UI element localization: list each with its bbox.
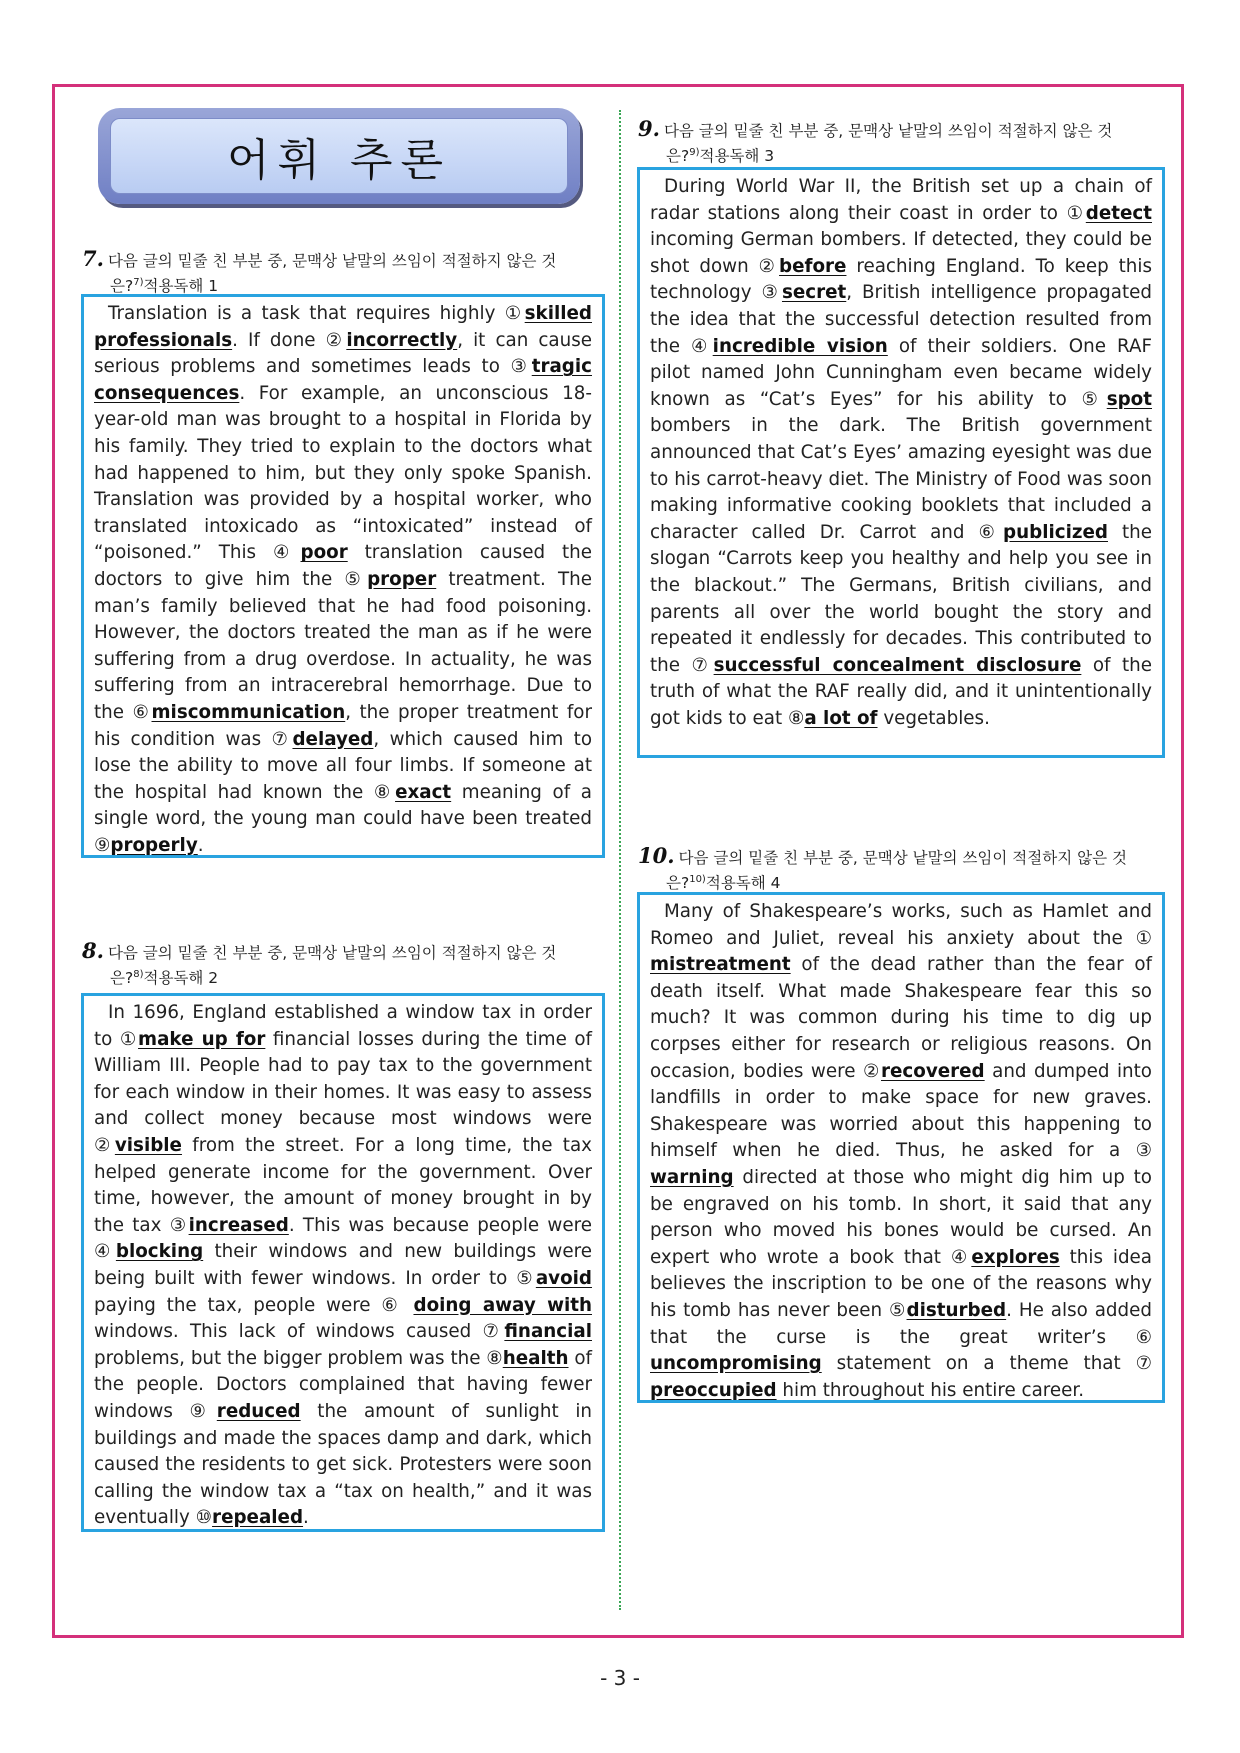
underlined-word: secret [781,282,847,304]
underlined-word: properly [110,834,198,856]
passage-text: Translation is a task that requires highly ①skilled professionals. If done ②incorrectly, it can cause serious problems and sometimes leads to ③tragic consequences. For example, an unconscious 18-year-old man was brought to a hospital in Florida by his family. They tried to explain to the doctors what had happened to him, but they only spoke Spanish. Translation was provided by a hospital worker, who translated intoxicado as “intoxicated” instead of “poisoned.” This ④poor translation caused the doctors to give him the ⑤proper treatment. The man’s family believed that he had food poisoning. However, the doctors treated the man as if he were suffering from a drug overdose. In actuality, he was suffering from an intracerebral hemorrhage. Due to the ⑥miscommunication, the proper treatment for his condition was ⑦delayed, which caused him to lose the ability to move all four limbs. If someone at the hospital had known the ⑧exact meaning of a single word, the young man could have been treated ⑨properly. [94,303,593,856]
question-8-prompt: 8. 다음 글의 밑줄 친 부분 중, 문맥상 낱말의 쓰임이 적절하지 않은 것 은?$^{8)}$적용독해 2 [82,938,557,988]
underlined-word: uncompromising [650,1353,822,1375]
question-text: 다음 글의 밑줄 친 부분 중, 문맥상 낱말의 쓰임이 적절하지 않은 것 [107,252,557,270]
footnote-ref: 7) [133,277,144,288]
question-number: 9. [638,116,660,141]
footnote-ref: 9) [689,147,700,158]
underlined-word: successful concealment disclosure [713,654,1082,676]
underlined-word: mistreatment [650,954,791,976]
underlined-word: explores [971,1246,1060,1268]
question-text: 다음 글의 밑줄 친 부분 중, 문맥상 낱말의 쓰임이 적절하지 않은 것 [663,122,1113,140]
passage-text: In 1696, England established a window tax in order to ①make up for financial losses during the time of William III. People had to pay tax to the government for each window in their homes. It was easy to assess and collect money because most windows were ②visible from the street. For a long time, the tax helped generate income for the government. Over time, however, the amount of money brought in by the tax ③increased. This was because people were ④blocking their windows and new buildings were being built with fewer windows. In order to ⑤avoid paying the tax, people were ⑥ doing away with windows. This lack of windows caused ⑦financial problems, but the bigger problem was the ⑧health of the people. Doctors complained that having fewer windows ⑨reduced the amount of sunlight in buildings and made the spaces damp and dark, which caused the residents to get sick. Protesters were soon calling the window tax a “tax on health,” and it was eventually ⑩repealed. [94,1002,592,1529]
question-source: 적용독해 4 [705,874,781,893]
underlined-word: make up for [138,1028,266,1050]
underlined-word: miscommunication [151,701,346,723]
section-title-banner [98,108,580,204]
section-title: 어휘 추론 [110,118,568,194]
underlined-word: avoid [535,1267,592,1289]
question-10-prompt: 10. 다음 글의 밑줄 친 부분 중, 문맥상 낱말의 쓰임이 적절하지 않은 것 은?$^{10)}$적용독해 4 [638,843,1127,893]
underlined-word: preoccupied [650,1379,777,1401]
question-source: 적용독해 1 [143,277,219,296]
footnote-ref: 8) [133,969,144,980]
question-10-passage [637,892,1165,1403]
underlined-word: financial [504,1321,592,1343]
underlined-word: repealed [212,1507,304,1529]
page-number: - 3 - [600,1666,640,1690]
underlined-word: poor [300,542,348,564]
question-number: 7. [82,246,104,271]
question-9-prompt: 9. 다음 글의 밑줄 친 부분 중, 문맥상 낱말의 쓰임이 적절하지 않은 것 은?$^{9)}$적용독해 3 [638,116,1113,166]
footnote-ref: 10) [689,874,706,885]
question-8-passage [81,993,605,1532]
question-7-passage [81,294,605,858]
underlined-word: warning [650,1166,734,1188]
underlined-word: spot [1106,388,1152,410]
underlined-word: proper [367,568,437,590]
question-number: 10. [638,843,675,868]
underlined-word: a lot of [804,707,878,729]
underlined-word: incorrectly [346,329,458,351]
underlined-word: before [779,255,847,277]
question-source: 적용독해 2 [143,969,219,988]
underlined-word: disturbed [906,1299,1007,1321]
question-number: 8. [82,938,104,963]
question-text: 다음 글의 밑줄 친 부분 중, 문맥상 낱말의 쓰임이 적절하지 않은 것 [678,849,1127,867]
underlined-word: skilled professionals [94,303,592,351]
question-source: 적용독해 3 [699,147,775,166]
question-text: 다음 글의 밑줄 친 부분 중, 문맥상 낱말의 쓰임이 적절하지 않은 것 [107,944,557,962]
column-divider [619,110,621,1610]
underlined-word: visible [114,1134,182,1156]
passage-text: During World War II, the British set up a chain of radar stations along their coast in order to ①detect incoming German bombers. If detected, they could be shot down ②before reaching England. To keep this technology ③secret, British intelligence propagated the idea that the successful detection resulted from the ④incredible vision of their soldiers. One RAF pilot named John Cunningham even became widely known as “Cat’s Eyes” for his ability to ⑤spot bombers in the dark. The British government announced that Cat’s Eyes’ amazing eyesight was due to his carrot-heavy diet. The Ministry of Food was soon making informative cooking booklets that included a character called Dr. Carrot and ⑥publicized the slogan “Carrots keep you healthy and help you see in the blackout.” The Germans, British civilians, and parents all over the world bought the story and repeated it endlessly for decades. This contributed to the ⑦successful concealment disclosure of the truth of what the RAF really did, and it unintentionally got kids to eat ⑧a lot of vegetables. [650,176,1153,729]
underlined-word: delayed [292,728,374,750]
underlined-word: detect [1085,202,1152,224]
question-7-prompt: 7. 다음 글의 밑줄 친 부분 중, 문맥상 낱말의 쓰임이 적절하지 않은 것 은?$^{7)}$적용독해 1 [82,246,557,296]
underlined-word: exact [395,781,452,803]
underlined-word: reduced [216,1400,301,1422]
underlined-word: health [502,1347,569,1369]
passage-text: Many of Shakespeare’s works, such as Hamlet and Romeo and Juliet, reveal his anxiety about the ① mistreatment of the dead rather than the fear of death itself. What made Shakespeare fear this so much? It was common during his time to dig up corpses either for research or religious reasons. On occasion, bodies were ②recovered and dumped into landfills in order to make space for new graves. Shakespeare was worried about this happening to himself when he died. Thus, he asked for a ③ warning directed at those who might dig him up to be engraved on his tomb. In short, it said that any person who moved his bones would be cursed. An expert who wrote a book that ④explores this idea believes the inscription to be one of the reasons why his tomb has never been ⑤disturbed. He also added that the curse is the great writer’s ⑥ uncompromising statement on a theme that ⑦ preoccupied him throughout his entire career. [650,901,1152,1401]
question-9-passage [637,167,1165,758]
underlined-word: recovered [881,1060,985,1082]
underlined-word: tragic consequences [94,356,592,404]
underlined-word: incredible vision [712,335,888,357]
underlined-word: publicized [1003,521,1108,543]
underlined-word: blocking [115,1241,204,1263]
underlined-word: doing away with [413,1294,592,1316]
underlined-word: increased [188,1214,289,1236]
